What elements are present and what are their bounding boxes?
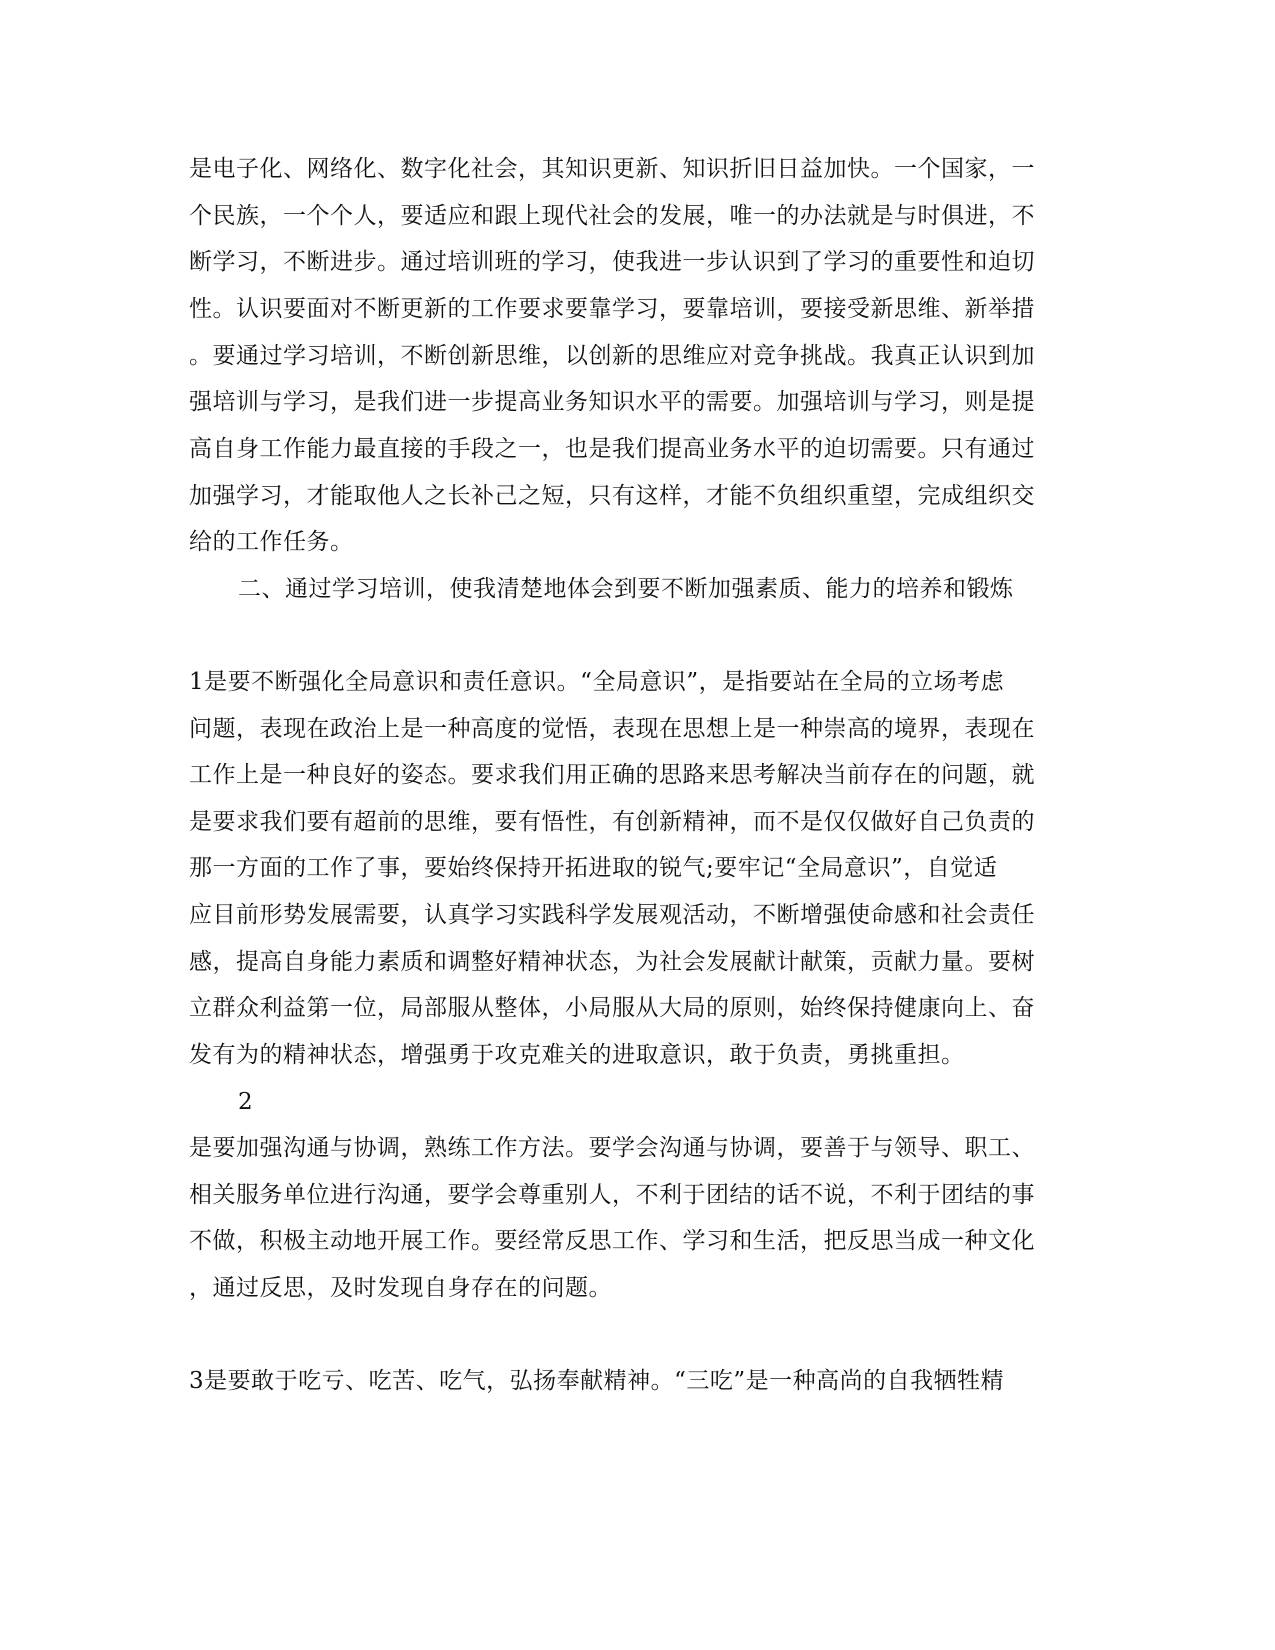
paragraph-line: 发有为的精神状态，增强勇于攻克难关的进取意识，敢于负责，勇挑重担。 [189,1042,965,1068]
paragraph-line: 1是要不断强化全局意识和责任意识。“全局意识”，是指要站在全局的立场考虑 [189,669,1005,695]
paragraph-line: 高自身工作能力最直接的手段之一，也是我们提高业务水平的迫切需要。只有通过 [189,436,1035,462]
paragraph-line: 是要求我们要有超前的思维，要有悟性，有创新精神，而不是仅仅做好自己负责的 [189,809,1035,835]
section-heading: 二、通过学习培训，使我清楚地体会到要不断加强素质、能力的培养和锻炼 [238,576,1014,602]
paragraph-line: 感，提高自身能力素质和调整好精神状态，为社会发展献计献策，贡献力量。要树 [189,949,1035,975]
paragraph-line: 性。认识要面对不断更新的工作要求要靠学习，要靠培训，要接受新思维、新举措 [189,296,1035,322]
paragraph-line: ，通过反思，及时发现自身存在的问题。 [189,1275,612,1301]
paragraph-line: 那一方面的工作了事，要始终保持开拓进取的锐气;要牢记“全局意识”，自觉适 [189,855,998,881]
paragraph-line: 立群众利益第一位，局部服从整体，小局服从大局的原则，始终保持健康向上、奋 [189,995,1035,1021]
paragraph-line: 3是要敢于吃亏、吃苦、吃气，弘扬奉献精神。“三吃”是一种高尚的自我牺牲精 [189,1368,1005,1394]
paragraph-line: 断学习，不断进步。通过培训班的学习，使我进一步认识到了学习的重要性和迫切 [189,249,1035,275]
paragraph-line: 是电子化、网络化、数字化社会，其知识更新、知识折旧日益加快。一个国家，一 [189,156,1035,182]
paragraph-line: 应目前形势发展需要，认真学习实践科学发展观活动，不断增强使命感和社会责任 [189,902,1035,928]
paragraph-line: 。要通过学习培训，不断创新思维，以创新的思维应对竞争挑战。我真正认识到加 [189,343,1035,369]
paragraph-line: 问题，表现在政治上是一种高度的觉悟，表现在思想上是一种崇高的境界，表现在 [189,716,1035,742]
paragraph-line: 不做，积极主动地开展工作。要经常反思工作、学习和生活，把反思当成一种文化 [189,1228,1035,1254]
paragraph-line: 给的工作任务。 [189,529,354,555]
paragraph-line: 加强学习，才能取他人之长补己之短，只有这样，才能不负组织重望，完成组织交 [189,483,1035,509]
paragraph-line: 强培训与学习，是我们进一步提高业务知识水平的需要。加强培训与学习，则是提 [189,389,1035,415]
paragraph-line: 个民族，一个个人，要适应和跟上现代社会的发展，唯一的办法就是与时俱进，不 [189,203,1035,229]
list-number: 2 [238,1089,254,1115]
paragraph-line: 相关服务单位进行沟通，要学会尊重别人，不利于团结的话不说，不利于团结的事 [189,1182,1035,1208]
paragraph-line: 工作上是一种良好的姿态。要求我们用正确的思路来思考解决当前存在的问题，就 [189,762,1035,788]
paragraph-line: 是要加强沟通与协调，熟练工作方法。要学会沟通与协调，要善于与领导、职工、 [189,1135,1035,1161]
